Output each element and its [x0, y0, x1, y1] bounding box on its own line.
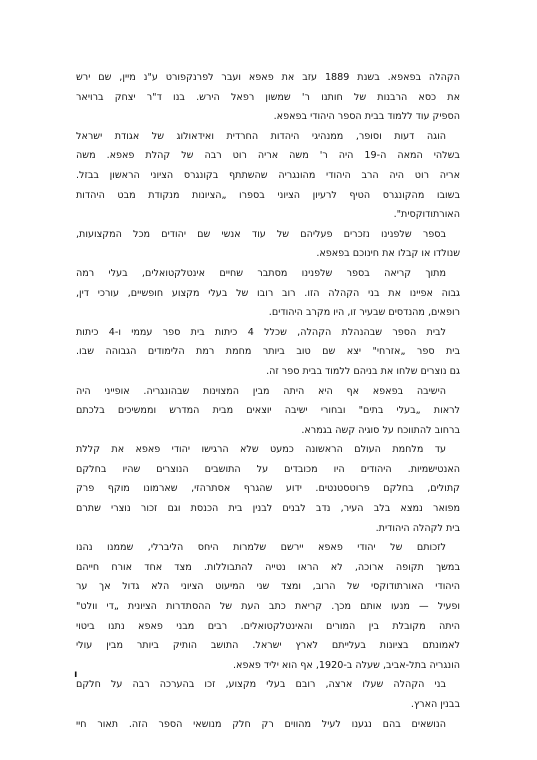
text-line: הנושאים בהם נגענו לעיל מהווים רק חלק מנושאי הספר הזה. תאור חיי — [76, 718, 446, 730]
paragraph — [76, 68, 460, 127]
text-line: האנטישמיות. היהודים היו מכובדים על התושבים הנוצרים שהיו בחלקם — [76, 463, 460, 475]
text-line: גבוה אפיינו את בני הקהלה הזו. רוב רובו של בעלי מקצוע חופשיים, עורכי דין, — [76, 287, 460, 299]
text-line: בבנין הארץ. — [410, 699, 460, 710]
text-line: היתה מקובלת בין המורים והאינטלקטואלים. רבים מבני פאפא נתנו ביטוי — [76, 620, 460, 632]
text-line: לראות „בעלי בתים" ובחורי ישיבה יוצאים מבית המדרש וממשיכים בלכתם — [76, 405, 460, 417]
paragraph — [76, 127, 460, 225]
text-line: את כסא הרבנות של חותנו ר' שמשון רפאל הירש. בנו ד"ר יצחק ברויאר — [76, 91, 460, 103]
paragraph — [76, 225, 460, 264]
text-line: אריה רוט היה הרב היהודי מהונגריה שהשתתף בקונגרס הציוני הראשון בבזל. — [76, 169, 460, 181]
text-line: האורתודוקסית". — [393, 209, 460, 221]
text-line: הספיק עוד ללמוד בבית הספר היהודי בפאפא. — [273, 111, 460, 123]
text-line: בית ספר „אזרחי" יצא שם טוב ביותר מחמת רמת הלימודים הגבוהה שבו. — [76, 346, 460, 358]
text-line: בשלהי המאה ה-19 היה ר' משה אריה רוט רבה של קהלת פאפא. משה — [76, 150, 460, 162]
text-line: עד מלחמת העולם הראשונה כמעט שלא הרגישו יהודי פאפא את קללת — [76, 444, 446, 456]
text-line: בספר שלפנינו נזכרים פעליהם של עוד אנשי שם יהודים מכל המקצועות, — [76, 228, 446, 240]
text-line: היהודי האורתודוקסי של הרוב, ומצד שני המיעוט הציוני הלא גדול אך ער — [76, 581, 460, 593]
text-line: לבית הספר שבהנהלת הקהלה, שכלל 4 כיתות בית ספר עממי ו-4 כיתות — [76, 326, 446, 338]
paragraph — [76, 538, 460, 675]
text-line: לזכותם של יהודי פאפא יירשם שלמרות היחס הליברלי, שממנו נהנו — [76, 542, 446, 554]
text-line: קתולים, בחלקם פרוטסטנטים. ידוע שהגרף אסתרהזי, שארמונו מוקף פרק — [76, 483, 460, 495]
paragraph — [76, 323, 460, 382]
text-line: במשך תקופה ארוכה, לא הראו נטייה להתבוללות. מצד אחד אורח חייהם — [76, 561, 460, 573]
text-line: מתוך קריאה בספר שלפנינו מסתבר שחיים אינטלקטואלים, בעלי רמה — [76, 267, 446, 279]
paragraph — [76, 440, 460, 538]
paragraph — [76, 675, 460, 714]
text-line: שנולדו או קבלו את חינוכם בפאפא. — [316, 248, 460, 260]
paragraph — [76, 715, 460, 735]
document-body — [76, 68, 460, 734]
text-line: ופעיל — מנעו אותם מכך. קריאת כתב העת של ההסתדרות הציונית „די וולט" — [76, 601, 460, 613]
text-line: הקהלה בפאפא. בשנת 1889 עזב את פאפא ועבר לפרנקפורט ע"נ מיין, שם ירש — [76, 72, 460, 83]
page-number: ו — [74, 669, 78, 680]
text-line: לאמונתם בציונות בעלייתם לארץ ישראל. התושב הותיק ביותר מבין עולי — [76, 640, 460, 652]
text-line: בשובו מהקונגרס הטיף לרעיון הציוני בספרו „הציונות מנקודת מבט היהדות — [76, 189, 460, 201]
text-line: מפואר נמצא בלב העיר, נדב לבנים לבנין בית הכנסת וגם זכור נוצרי שתרם — [76, 503, 460, 515]
text-line: הישיבה בפאפא אף היא היתה מבין המצוינות שבהונגריה. אופייני היה — [76, 385, 446, 397]
paragraph — [76, 264, 460, 323]
text-line: בני הקהלה שעלו ארצה, רובם בעלי מקצוע, זכו בהערכה רבה על חלקם — [76, 679, 446, 691]
text-line: רופאים, מהנדסים שבעיר זו, היו מקרב היהודים. — [268, 307, 460, 319]
text-line: גם נוצרים שלחו את בניהם ללמוד בבית ספר זה. — [266, 365, 460, 377]
paragraph — [76, 382, 460, 441]
text-line: ברחוב להתווכח על סוגיה קשה בגמרא. — [301, 424, 460, 436]
text-line: הוגה דעות וסופר, ממנהיגי היהדות החרדית ואידאולוג של אגודת ישראל — [76, 130, 446, 142]
text-line: בית לקהלה היהודית. — [375, 522, 460, 534]
text-line: הונגריה בתל-אביב, שעלה ב-1920, אף הוא יליד פאפא. — [232, 659, 460, 671]
